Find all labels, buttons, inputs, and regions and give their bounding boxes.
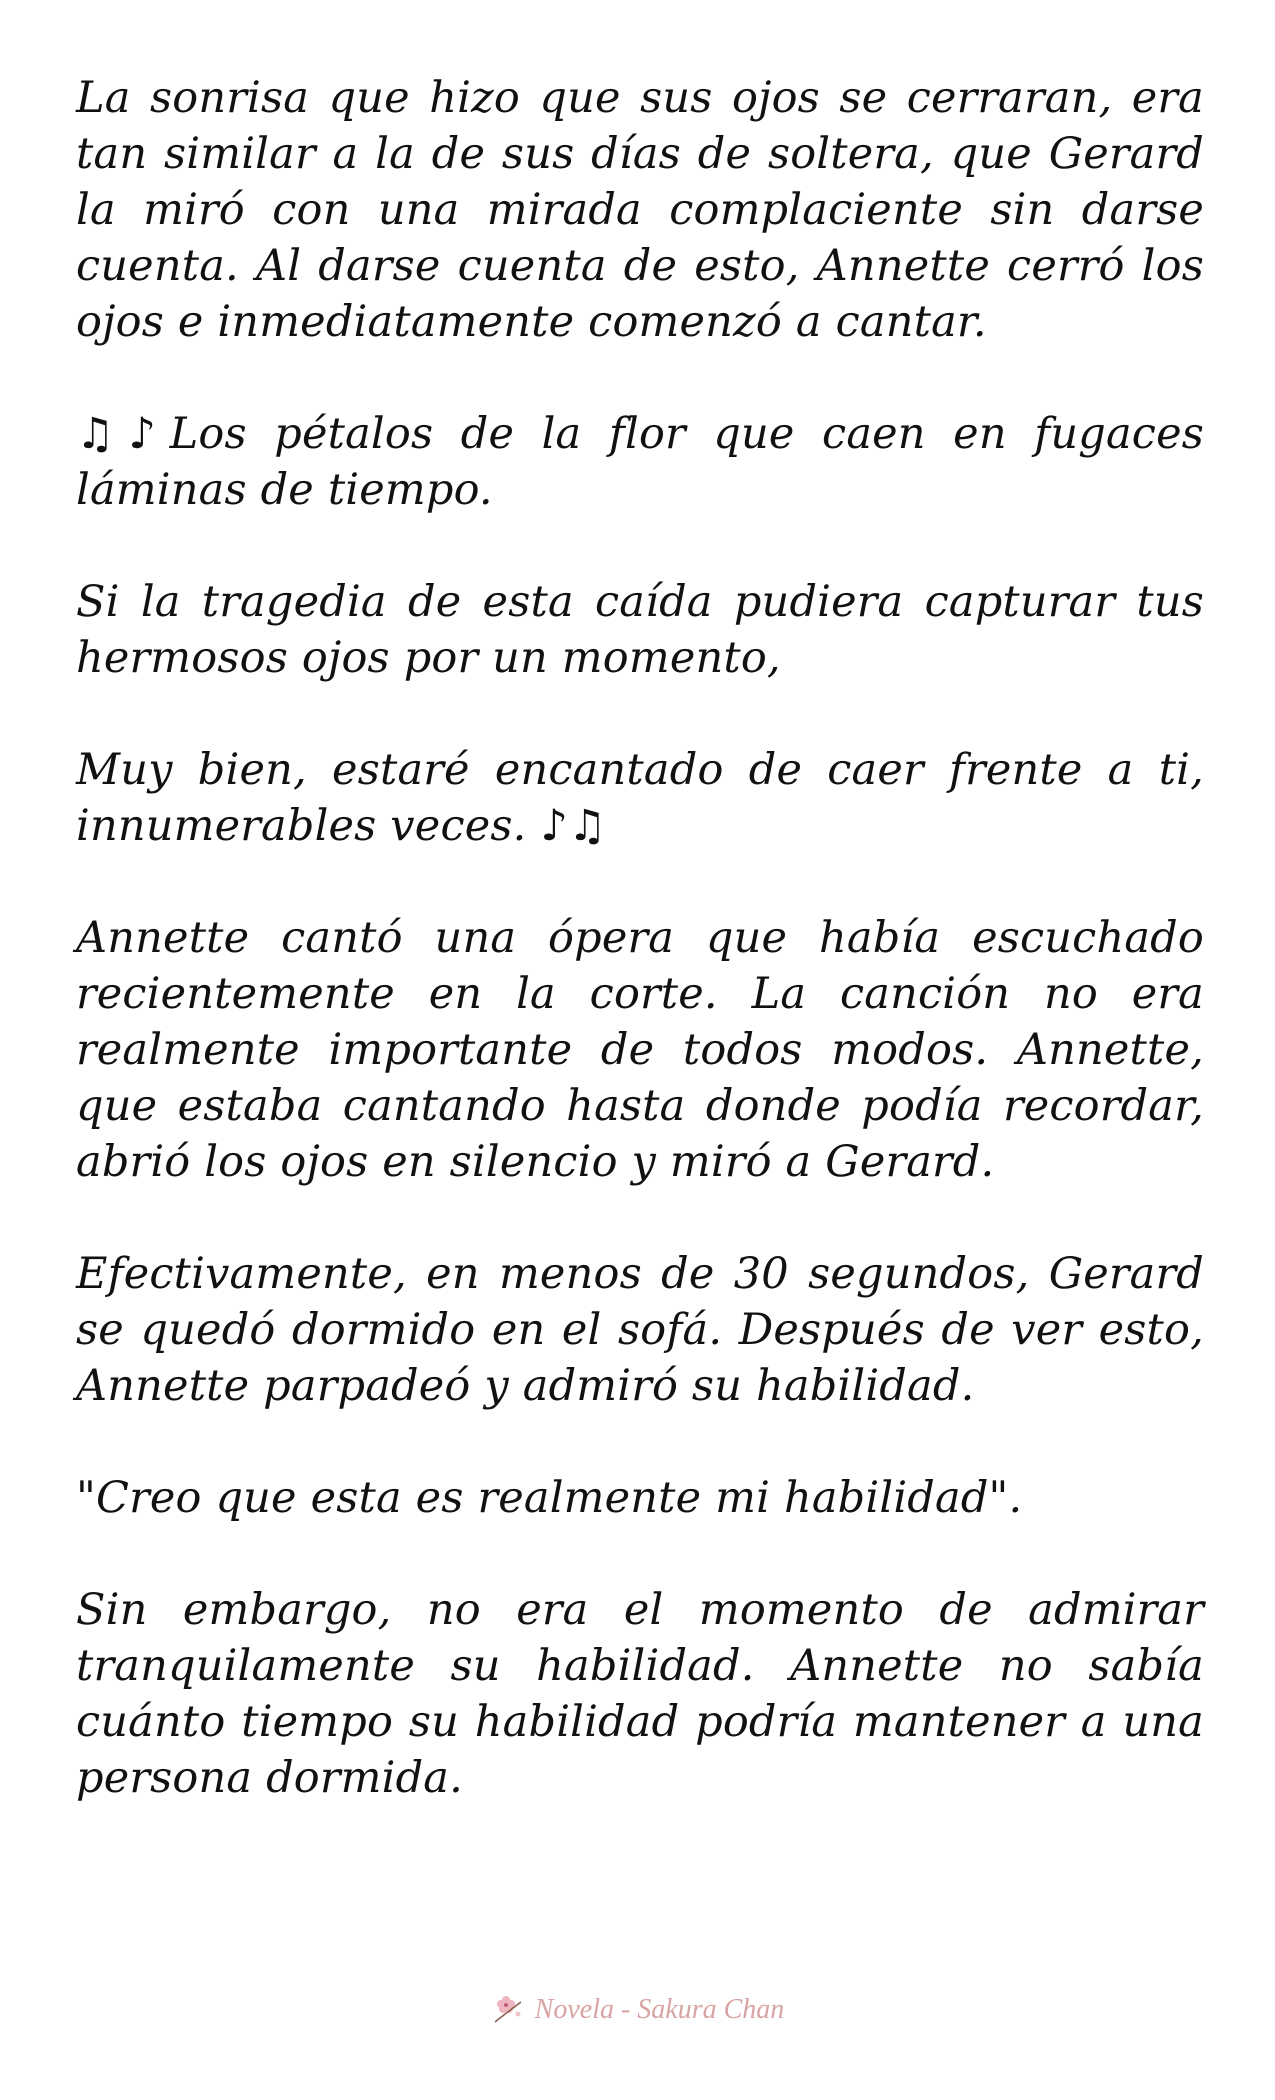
document-body bbox=[76, 70, 1204, 1862]
sakura-flower-icon bbox=[491, 1992, 527, 2028]
paragraph: "Creo que esta es realmente mi habilidad". bbox=[76, 1473, 1023, 1523]
watermark-text: Novela - Sakura Chan bbox=[534, 1994, 785, 2025]
paragraph: Si la tragedia de esta caída pudiera capturar tus hermosos ojos por un momento, bbox=[76, 577, 1204, 683]
paragraph: Annette cantó una ópera que había escuchado recientemente en la corte. La canción no era realmente importante de todos modos. Annette, que estaba cantando hasta donde podía recordar, abrió los ojos en silencio y miró a Gerard. bbox=[76, 913, 1204, 1187]
paragraph: ♫♪Los pétalos de la flor que caen en fugaces láminas de tiempo. bbox=[76, 409, 1204, 515]
paragraph: La sonrisa que hizo que sus ojos se cerraran, era tan similar a la de sus días de soltera, que Gerard la miró con una mirada complaciente sin darse cuenta. Al darse cuenta de esto, Annette cerró los ojos e inmediatamente comenzó a cantar. bbox=[76, 73, 1204, 347]
paragraph: Muy bien, estaré encantado de caer frente a ti, innumerables veces. ♪♫ bbox=[76, 745, 1204, 851]
paragraph: Efectivamente, en menos de 30 segundos, Gerard se quedó dormido en el sofá. Después de ver esto, Annette parpadeó y admiró su habilidad. bbox=[76, 1249, 1204, 1411]
paragraph: Sin embargo, no era el momento de admirar tranquilamente su habilidad. Annette no sabía cuánto tiempo su habilidad podría mantener a una persona dormida. bbox=[76, 1585, 1204, 1803]
watermark bbox=[0, 1992, 1275, 2028]
